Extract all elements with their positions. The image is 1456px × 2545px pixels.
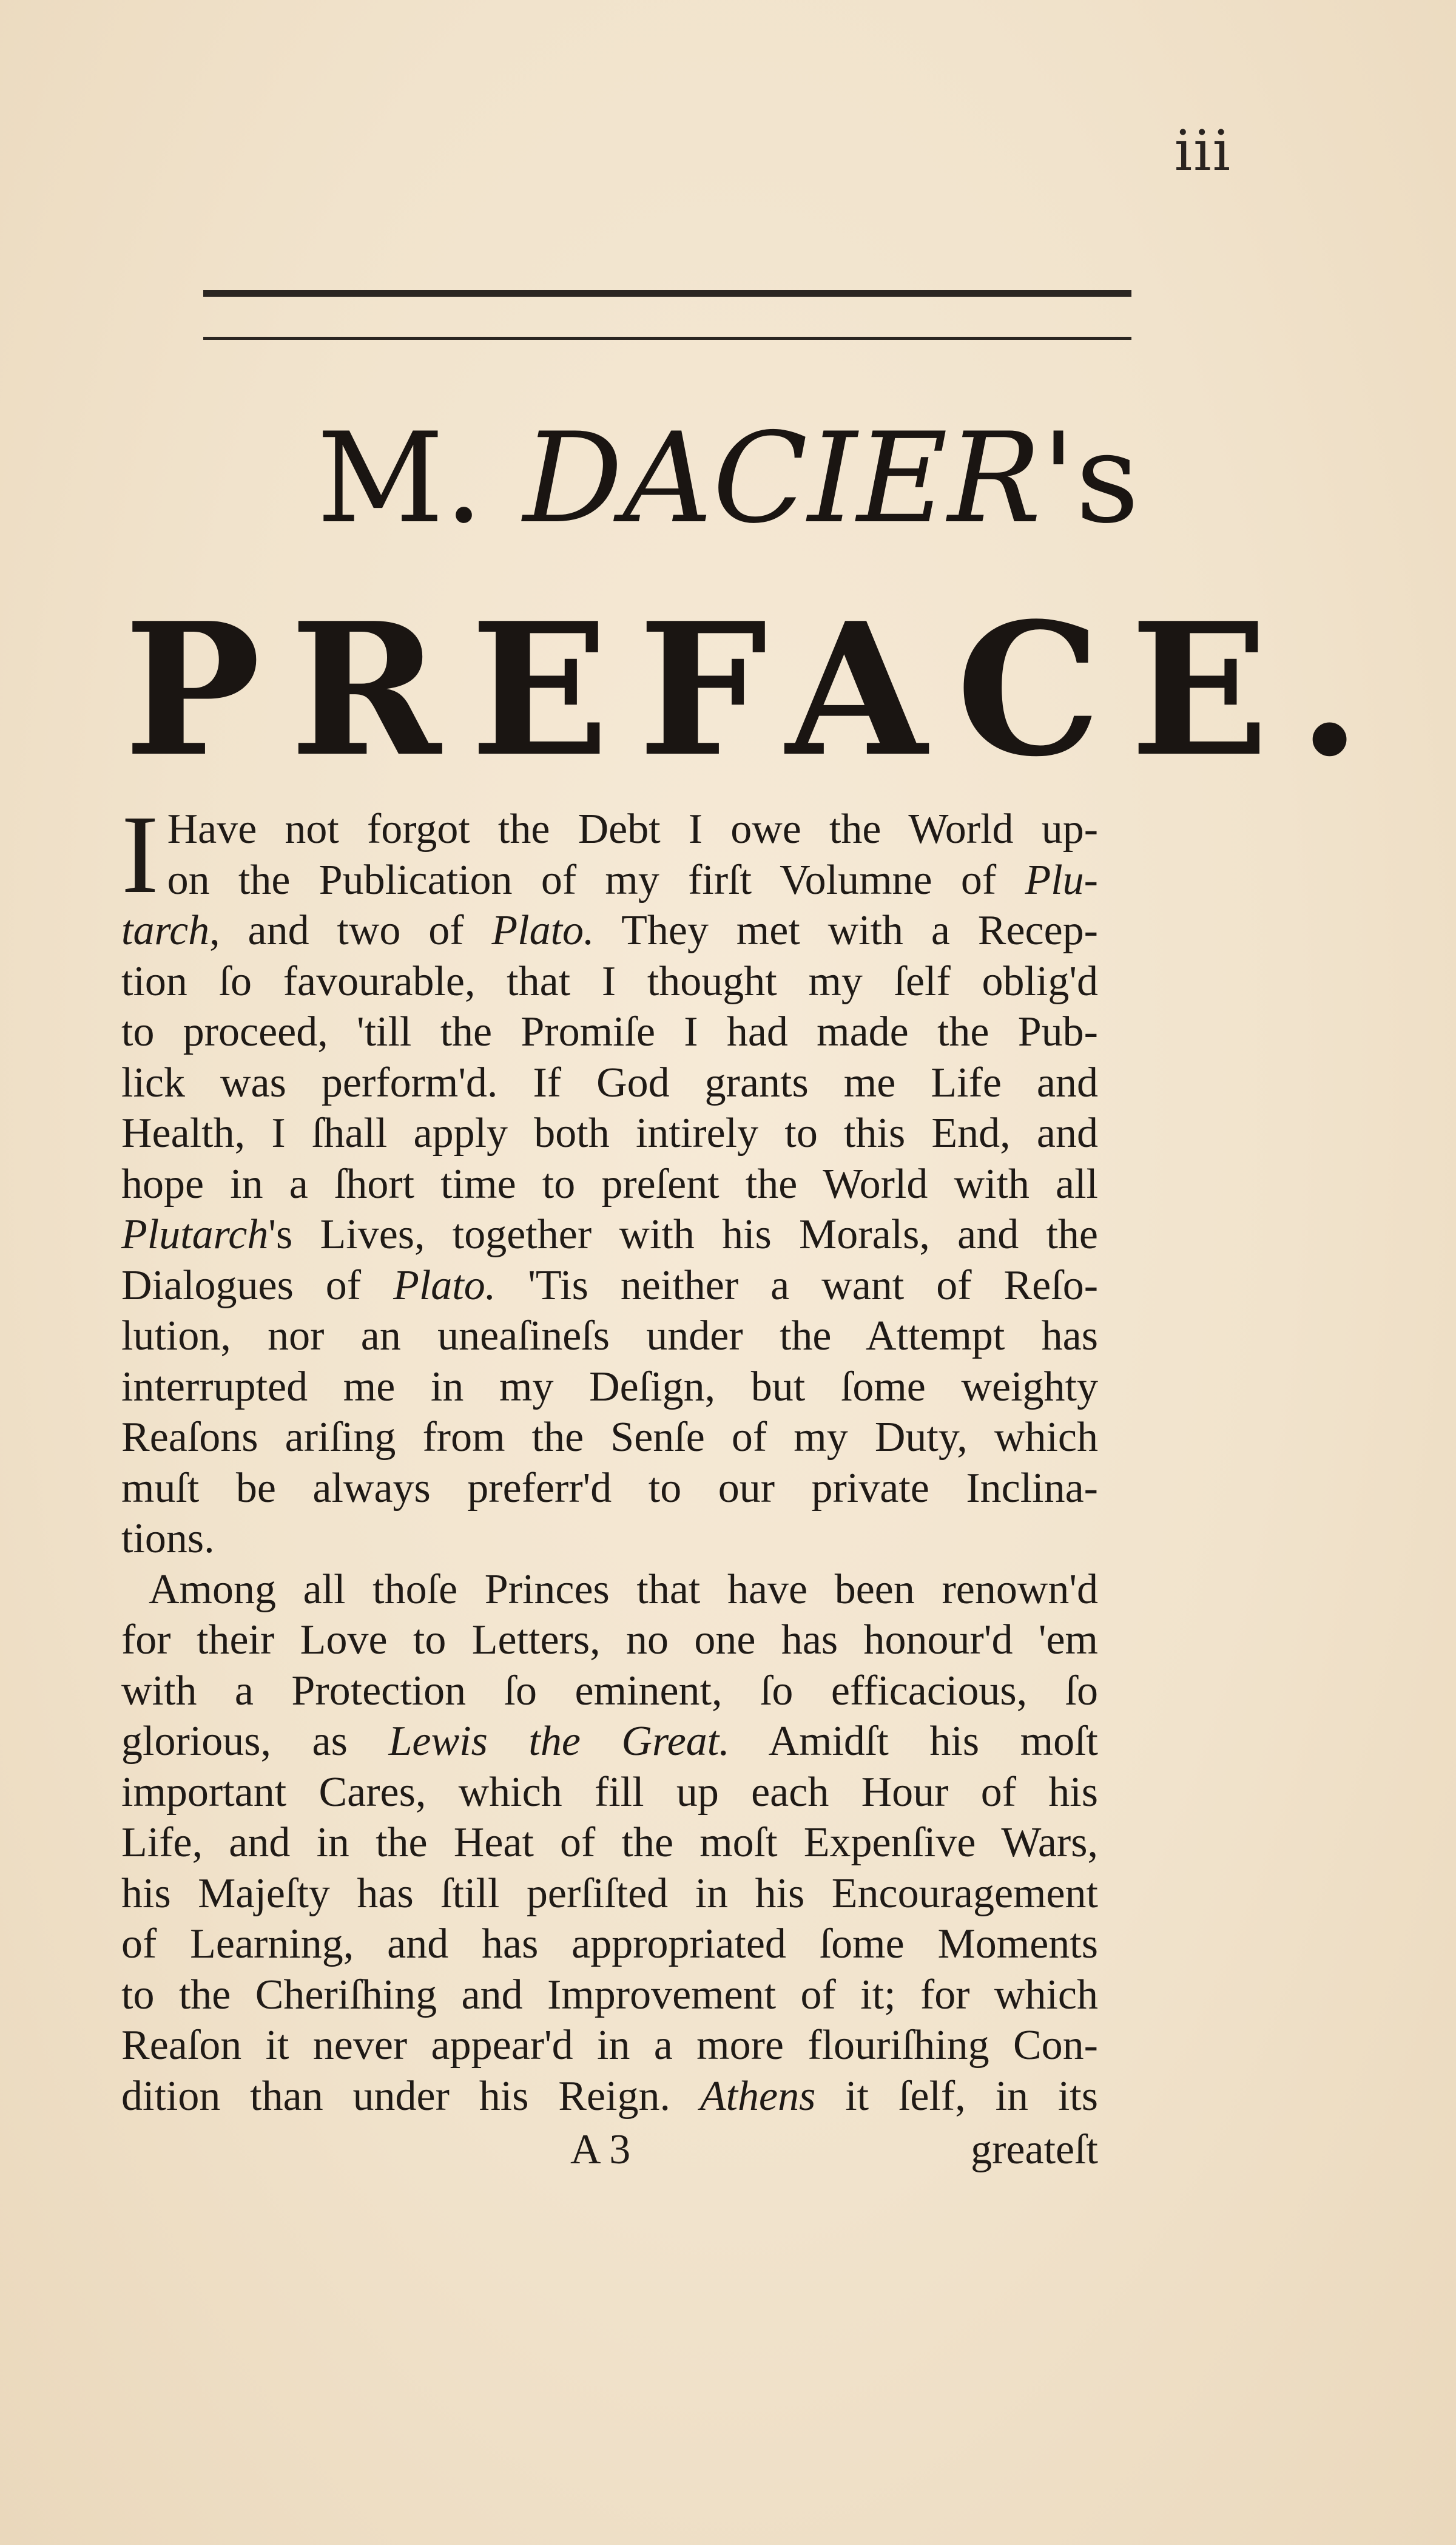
text-segment: dition than under his Reign. — [121, 2072, 700, 2120]
text-line — [121, 1159, 1098, 1210]
text-line — [121, 1716, 1098, 1767]
text-line — [121, 1311, 1098, 1362]
text-segment: glorious, as — [121, 1718, 389, 1765]
text-segment: Among all thoſe Princes that have been renown'd — [149, 1566, 1098, 1613]
drop-cap: I — [121, 793, 159, 917]
text-line — [121, 1970, 1098, 2021]
italic-text: Plutarch — [121, 1211, 269, 1258]
preface-body-text — [121, 793, 1098, 2121]
text-segment: They met with a Recep- — [594, 907, 1098, 954]
text-segment: of Learning, and has appropriated ſome Moments — [121, 1921, 1098, 1967]
text-line — [121, 855, 1098, 906]
text-line — [121, 2020, 1098, 2071]
italic-text: tarch — [121, 907, 210, 954]
text-segment: hope in a ſhort time to preſent the World with all — [121, 1160, 1098, 1208]
text-segment: Life, and in the Heat of the moſt Expenſive Wars, — [121, 1819, 1098, 1866]
text-line — [121, 905, 1098, 956]
text-line — [121, 956, 1098, 1007]
text-segment: to proceed, 'till the Promiſe I had made the Pub- — [121, 1009, 1098, 1055]
text-line — [121, 1108, 1098, 1159]
italic-text: Plato. — [393, 1262, 496, 1309]
text-line — [121, 1615, 1098, 1666]
text-segment: to the Cheriſhing and Improvement of it; for which — [121, 1971, 1098, 2018]
preface-author-heading — [0, 407, 1456, 551]
text-segment: important Cares, which fill up each Hour of his — [121, 1768, 1098, 1816]
italic-text: Plato. — [491, 907, 595, 954]
text-segment: lution, nor an uneaſineſs under the Attempt has — [121, 1313, 1098, 1359]
text-line — [121, 1564, 1098, 1615]
text-segment: it ſelf, in its — [815, 2072, 1098, 2120]
text-segment: , and two of — [209, 907, 492, 954]
italic-text: Athens — [699, 2072, 816, 2120]
italic-text: Plu- — [1025, 856, 1098, 904]
author-prefix: M. — [316, 407, 524, 551]
italic-text: Lewis the Great. — [388, 1718, 730, 1765]
text-segment: interrupted me in my Deſign, but ſome weighty — [121, 1363, 1098, 1410]
signature-mark: A 3 — [570, 2126, 631, 2173]
text-segment: Dialogues of — [121, 1262, 394, 1309]
text-segment: with a Protection ſo eminent, ſo efficacious, ſo — [121, 1667, 1098, 1714]
page-number: iii — [1174, 118, 1232, 183]
text-line — [121, 1412, 1098, 1463]
text-segment: tion ſo favourable, that I thought my ſelf oblig'd — [121, 958, 1098, 1005]
text-segment: on the Publication of my firſt Volumne of — [167, 856, 1025, 904]
text-segment: for their Love to Letters, no one has honour'd 'em — [121, 1617, 1098, 1663]
heading-rule-thick — [203, 290, 1131, 297]
heading-rule-thin — [203, 337, 1131, 340]
author-suffix: 's — [1041, 407, 1140, 551]
text-line — [121, 1666, 1098, 1717]
author-name: DACIER — [523, 407, 1042, 551]
text-line — [121, 1513, 1098, 1564]
text-line — [121, 1209, 1098, 1260]
text-segment: 'Tis neither a want of Reſo- — [496, 1262, 1098, 1309]
text-segment: his Majeſty has ſtill perſiſted in his Encouragement — [121, 1870, 1098, 1917]
text-segment: Reaſon it never appear'd in a more flouriſhing Con- — [121, 2022, 1098, 2069]
text-segment: Health, I ſhall apply both intirely to this End, and — [121, 1110, 1098, 1157]
text-line — [121, 1362, 1098, 1413]
text-line — [121, 1058, 1098, 1109]
text-segment: Amidſt his moſt — [729, 1718, 1098, 1765]
text-line — [121, 1919, 1098, 1970]
text-line — [121, 1007, 1098, 1058]
text-segment: Have not forgot the Debt I owe the World up- — [167, 806, 1098, 853]
text-line — [121, 2071, 1098, 2122]
preface-title: PREFACE. — [124, 583, 1390, 797]
text-segment: tions. — [121, 1515, 215, 1562]
text-line — [121, 1260, 1098, 1311]
text-line — [121, 1817, 1098, 1868]
text-segment: muſt be always preferr'd to our private Inclina- — [121, 1464, 1098, 1512]
text-line — [121, 1463, 1098, 1514]
text-segment: 's Lives, together with his Morals, and the — [268, 1211, 1098, 1258]
text-segment: Reaſons ariſing from the Senſe of my Duty, which — [121, 1414, 1098, 1461]
catchword: greateſt — [971, 2126, 1098, 2173]
text-line — [121, 1868, 1098, 1919]
text-segment: lick was perform'd. If God grants me Life and — [121, 1059, 1098, 1106]
text-line — [121, 1767, 1098, 1818]
